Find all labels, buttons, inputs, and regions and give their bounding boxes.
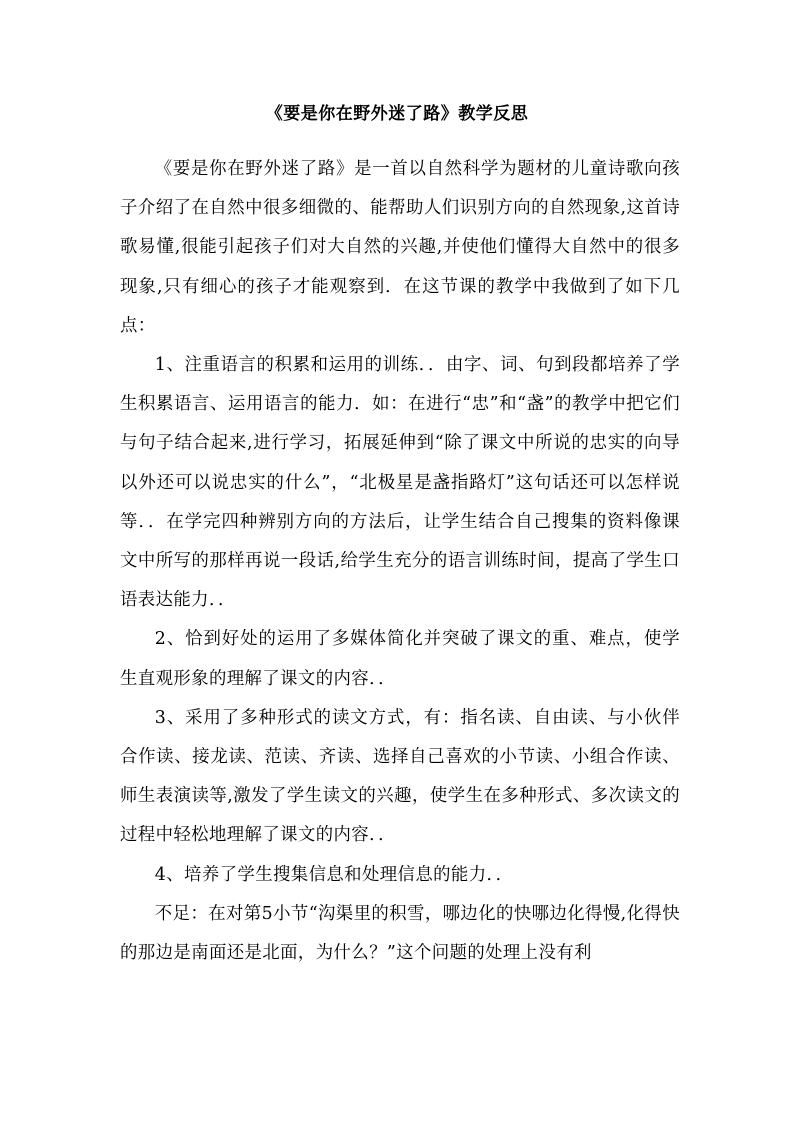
paragraph-point-1: 1、注重语言的积累和运用的训练．．由字、词、句到段都培养了学生积累语言、运用语言的能力．如：在进行“忠”和“盏”的教学中把它们与句子结合起来,进行学习，拓展延伸到“除了课文中所说的忠实的向导以外还可以说忠实的什么”，“北极星是盏指路灯”这句话还可以怎样说等．．在学完四种辨别方向的方法后，让学生结合自己搜集的资料像课文中所写的那样再说一段话,给学生充分的语言训练时间，提高了学生口语表达能力．． — [120, 355, 680, 611]
paragraph-point-3: 3、采用了多种形式的读文方式，有：指名读、自由读、与小伙伴合作读、接龙读、范读、齐读、选择自己喜欢的小节读、小组合作读、师生表演读等,激发了学生读文的兴趣，使学生在多种形式、多次读文的过程中轻松地理解了课文的内容．． — [120, 707, 680, 846]
paragraph-point-2: 2、恰到好处的运用了多媒体简化并突破了课文的重、难点，使学生直观形象的理解了课文的内容．． — [120, 629, 680, 689]
document-title: 《要是你在野外迷了路》教学反思 — [265, 104, 529, 124]
document-body — [120, 150, 680, 973]
paragraph-intro: 《要是你在野外迷了路》是一首以自然科学为题材的儿童诗歌向孩子介绍了在自然中很多细微的、能帮助人们识别方向的自然现象,这首诗歌易懂,很能引起孩子们对大自然的兴趣,并使他们懂得大自然中的很多现象,只有细心的孩子才能观察到．在这节课的教学中我做到了如下几点： — [120, 159, 680, 336]
paragraph-shortcomings: 不足：在对第5小节“沟渠里的积雪，哪边化的快哪边化得慢,化得快的那边是南面还是北面，为什么？”这个问题的处理上没有利 — [120, 903, 680, 964]
paragraph-point-4: 4、培养了学生搜集信息和处理信息的能力．． — [154, 864, 514, 885]
